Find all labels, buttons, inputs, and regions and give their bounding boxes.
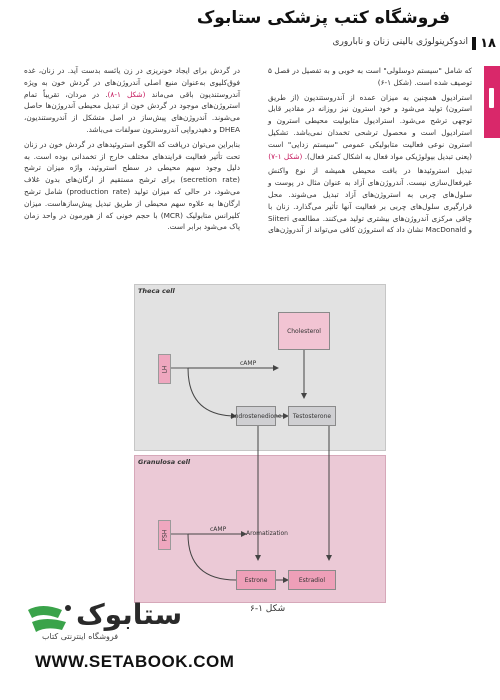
camp-label-granulosa: cAMP [210,526,227,533]
figure-reference[interactable]: (شکل ۱-۷) [268,151,303,161]
paragraph [268,65,472,89]
paragraph [24,65,240,136]
lh-curve-arrow [188,368,236,416]
text-column-right [268,65,472,239]
paragraph-text: تبدیل استروئیدها در بافت محیطی همیشه از نوع واکنش غیرفعال‌سازی نیست. آندروژن‌های آزاد به عنوان مثال در پوست و سلول‌های چربی به استروژن‌های آزاد تبدیل می‌شوند. محل قرارگیری سلول‌های چربی بر فعالیت آنها تأثیر می‌گذارد. زنان با چاقی مرکزی آندروژن‌های بیشتری تولید می‌کنند. مطالعه‌ی Siiteri و MacDonald نشان داد که استروژن کافی می‌تواند از آندروژن‌های [268,166,472,235]
chapter-side-tab [484,66,500,138]
figure-caption: شکل ۱-۶ [250,604,286,614]
granulosa-cell-label: Granulosa cell [138,458,191,466]
fsh-label: FSH [161,529,169,541]
paragraph [24,139,240,233]
logo-wordmark: ستابوک [76,598,183,631]
figure-reference[interactable]: (شکل ۱-۸) [107,89,146,99]
fsh-curve-arrow [188,534,236,580]
two-cell-diagram [118,284,388,604]
page-header-title: فروشگاه کتب پزشکی ستابوک [196,8,450,28]
paragraph-text: بنابراین می‌توان دریافت که الگوی استروئیدهای در گردش خون در زنان تحت تأثیر فعالیت فرایندهای مختلف خارج از تخمدانی بوده است. به دلیل وجود سهم محیطی در سطح استروئید، واژه میزان ترشح (secretion rate) برای ترشح مستقیم از ارگان‌های بدون غلاف می‌شود، در حالی که میزان تولید (production rate) شامل ترشح ارگان‌ها به علاوه سهم محیطی از طریق تبدیل پیش‌سازهاست. میزان کلیرانس متابولیک (MCR) با حجم خونی که از هورمون در واحد زمان پاک می‌شود برابر است. [24,139,240,232]
estradiol-box: Estradiol [288,570,336,590]
paragraph-text: . در مردان، تقریباً تمام استروژن‌های موجود در گردش خون از تبدیل محیطی آندروژن‌ها حاصل می‌شوند. آندروژن‌های پیش‌ساز در اصل متشکل از آندروستندیون، DHEA و دهیدرواپی آندروسترون سولفات می‌باشد. [24,89,240,134]
website-url[interactable]: WWW.SETABOOK.COM [35,652,235,671]
lh-receptor [158,354,171,384]
paragraph-text: در گردش برای ایجاد خونریزی در زن یائسه بدست آید. در زنان، غده فوق‌کلیوی به‌عنوان منبع اصلی آندروژن‌های در گردش خون به ویژه آندروستندیون باقی می‌ماند [24,66,241,99]
header-divider [472,37,476,50]
page-number: ۱۸ [480,36,496,51]
paragraph [268,92,472,163]
paragraph-text: استرادیول همچنین به میزان عمده از آندروستندیون (از طریق استرون) تولید می‌شود و خود استرون نیز روزانه در مقادیر قابل توجهی ترشح می‌شود. استرادیول متابولیت محیطی استرون و استرادیول است و محصول ترشحی تخمدان نمی‌باشد. تشکیل استرون نوعی فعالیت متابولیکی عمومی "سیستم زدایی" است (یعنی تبدیل بیولوژیکی مواد فعال به اشکال کمتر فعال). [268,92,472,161]
testosterone-box-theca: Testosterone [288,406,336,426]
camp-label-theca: cAMP [240,360,257,367]
estrone-box: Estrone [236,570,276,590]
chapter-tab-mark [489,88,494,108]
fsh-receptor [158,520,171,550]
logo-tagline: فروشگاه اینترنتی کتاب [42,632,119,641]
lh-label: LH [160,365,168,373]
androstenedione-box-theca: Androstenedione [236,406,276,426]
theca-cell-label: Theca cell [138,287,175,295]
paragraph [268,165,472,236]
diagram-arrows [118,284,388,604]
book-subtitle: اندوکرینولوژی بالینی زنان و ناباروری [332,37,468,47]
aromatization-label: Aromatization [246,530,288,537]
cholesterol-box: Cholesterol [278,312,330,350]
text-column-left [24,65,240,236]
paragraph-text: که شامل "سیستم دوسلولی" است به خوبی و به تفصیل در فصل ۵ توصیف شده است. (شکل ۱-۶) [268,66,472,87]
